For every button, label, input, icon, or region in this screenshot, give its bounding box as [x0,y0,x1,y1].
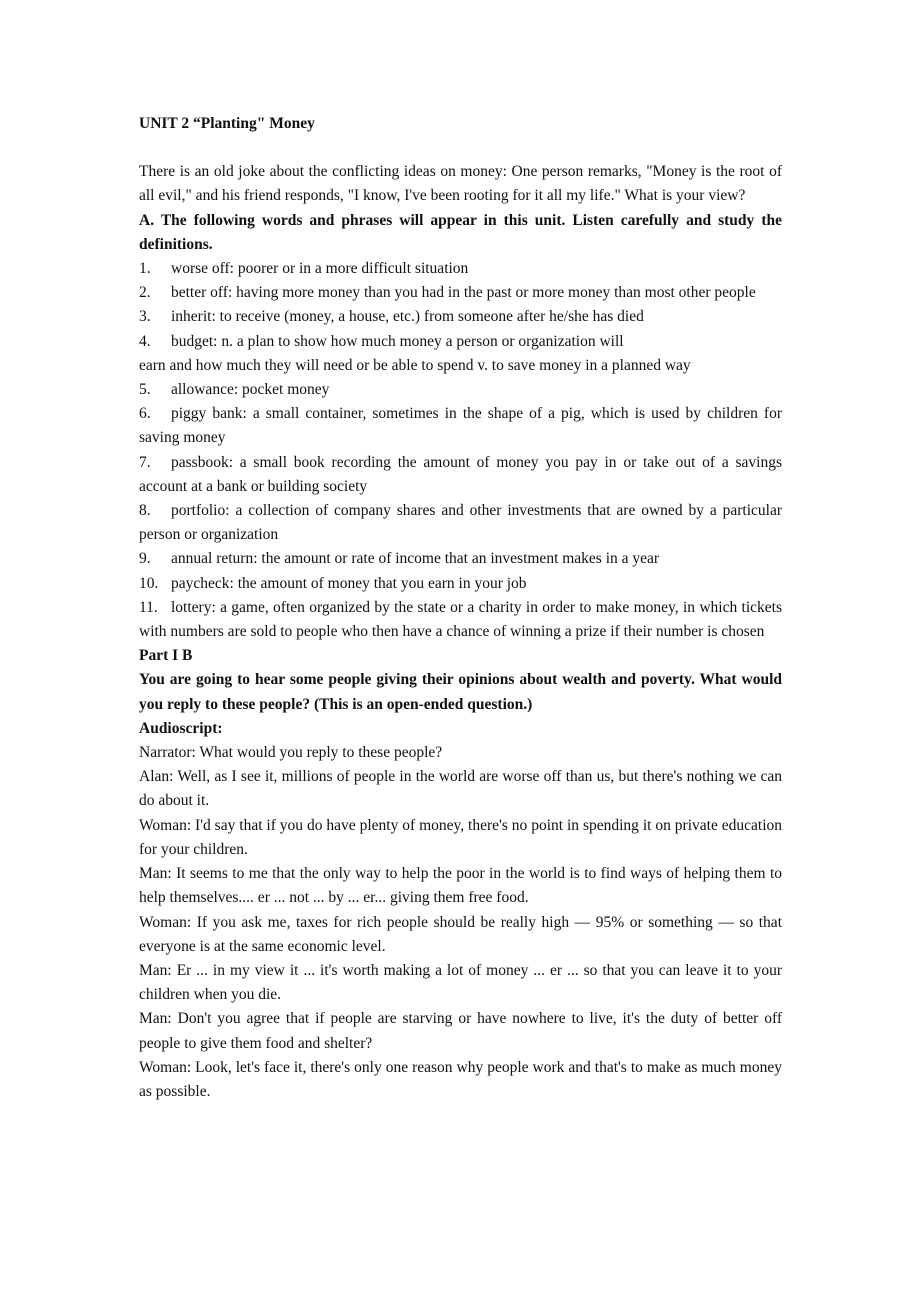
definition-item [139,499,782,547]
definition-text: passbook: a small book recording the amount of money you pay in or take out of a savings account at a bank or building society [139,453,782,495]
definition-number: 10. [139,574,159,592]
unit-title: UNIT 2 “Planting" Money [139,115,315,132]
definition-item [139,257,782,281]
definition-number: 3. [139,308,151,326]
section-a-heading: A. The following words and phrases will appear in this unit. Listen carefully and study the definitions. [139,211,782,253]
script-line: Alan: Well, as I see it, millions of people in the world are worse off than us, but there's nothing we can do about it. [139,768,782,810]
definition-item [139,547,782,571]
document-page [139,112,782,1104]
definition-item [139,402,782,450]
definition-item [139,378,782,402]
definition-text: worse off: poorer or in a more difficult situation [171,260,469,278]
definition-number: 6. [139,405,151,423]
definition-text: earn and how much they will need or be able to spend v. to save money in a planned way [139,356,691,374]
part-heading: Part I B [139,647,193,665]
script-line: Woman: Look, let's face it, there's only one reason why people work and that's to make as much money as possible. [139,1058,782,1100]
script-line: Man: Don't you agree that if people are starving or have nowhere to live, it's the duty of better off people to give them food and shelter? [139,1010,782,1052]
definition-text: inherit: to receive (money, a house, etc.) from someone after he/she has died [171,308,644,326]
definition-continuation [139,354,782,378]
definition-text: lottery: a game, often organized by the state or a charity in order to make money, in which tickets with numbers are sold to people who then have a chance of winning a prize if their number is chosen [139,598,782,641]
script-line: Man: Er ... in my view it ... it's worth making a lot of money ... er ... so that you can leave it to your children when you die. [139,961,782,1004]
part-instruction: You are going to hear some people giving their opinions about wealth and poverty. What would you reply to these people? (This is an open-ended question.) [139,671,782,713]
definition-text: better off: having more money than you had in the past or more money than most other people [171,284,756,302]
definition-text: paycheck: the amount of money that you earn in your job [171,574,527,592]
definition-number: 11. [139,598,158,616]
script-line: Narrator: What would you reply to these people? [139,744,443,762]
definition-number: 8. [139,502,151,520]
definition-item [139,572,782,596]
intro-paragraph: There is an old joke about the conflicting ideas on money: One person remarks, "Money is the root of all evil," and his friend responds, "I know, I've been rooting for it all my life." What is your view? [139,163,782,205]
definition-text: budget: n. a plan to show how much money a person or organization will [171,332,624,350]
definition-number: 2. [139,284,151,302]
script-line: Woman: I'd say that if you do have plenty of money, there's no point in spending it on private education for your children. [139,816,782,858]
audioscript-heading: Audioscript: [139,719,223,737]
definition-text: annual return: the amount or rate of income that an investment makes in a year [171,550,660,568]
definition-item [139,451,782,499]
definition-item [139,281,782,305]
definition-text: allowance: pocket money [171,381,330,399]
definition-item [139,305,782,329]
definition-text: portfolio: a collection of company shares and other investments that are owned by a particular person or organization [139,502,782,544]
definition-number: 9. [139,550,151,568]
definition-number: 4. [139,332,151,350]
script-line: Man: It seems to me that the only way to help the poor in the world is to find ways of helping them to help themselves.... er ... not ... by ... er... giving them free food. [139,865,782,907]
definition-item [139,596,782,644]
definition-item [139,330,782,354]
definition-number: 5. [139,381,151,399]
definition-number: 1. [139,260,151,278]
script-line: Woman: If you ask me, taxes for rich people should be really high — 95% or something — so that everyone is at the same economic level. [139,913,782,955]
definition-text: piggy bank: a small container, sometimes in the shape of a pig, which is used by children for saving money [139,405,782,447]
definition-number: 7. [139,453,151,471]
